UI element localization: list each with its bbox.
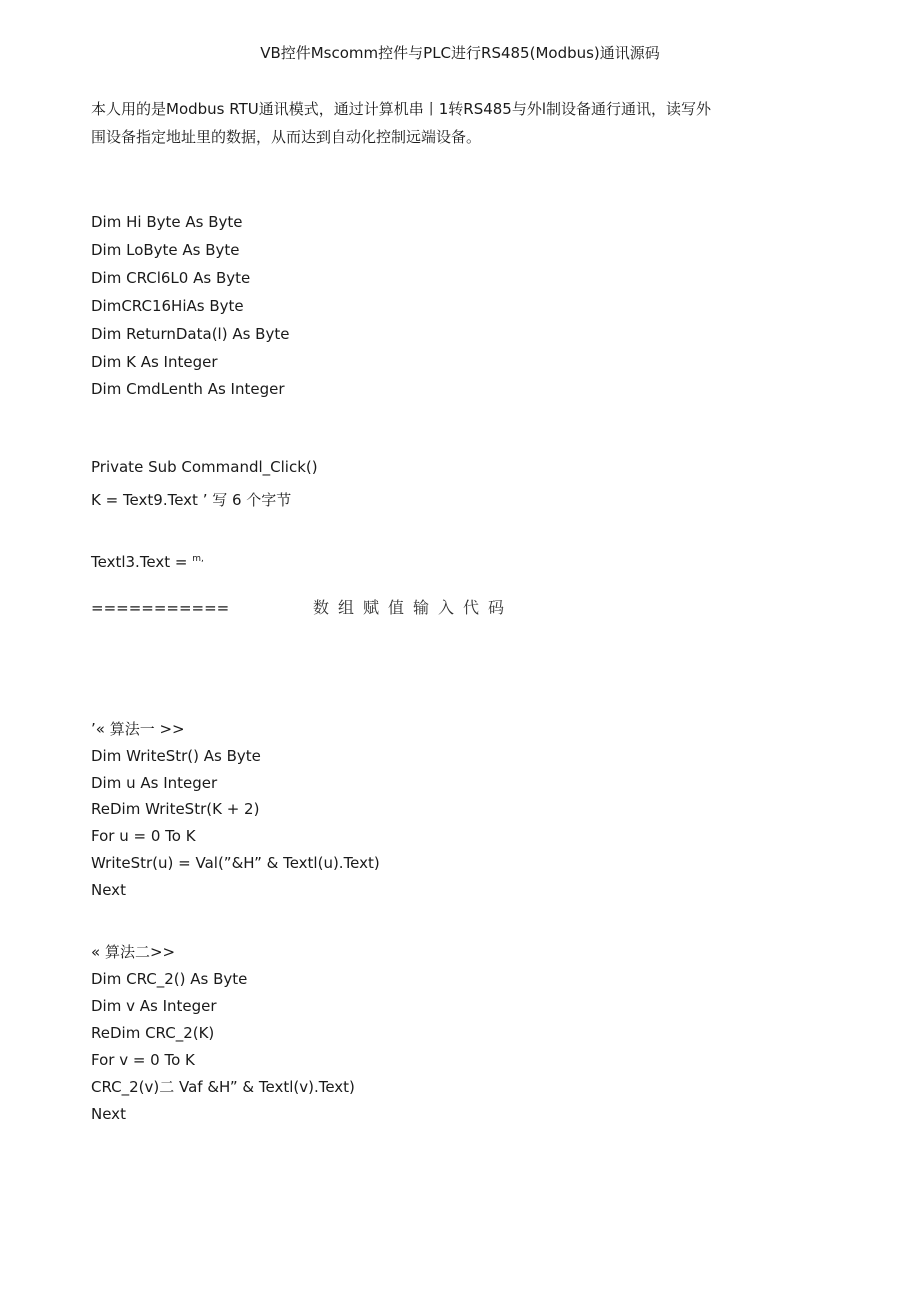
code-line: Textl3.Text = [91,553,193,571]
page-title: VB控件Mscomm控件与PLC进行RS485(Modbus)通讯源码 [260,44,660,62]
code-line: Dim v As Integer [91,997,217,1015]
code-line: Dim CmdLenth As Integer [91,380,285,399]
code-line: Dim WriteStr() As Byte [91,746,261,765]
intro-line: 围设备指定地址里的数据，从而达到自动化控制远端设备。 [91,128,482,146]
algorithm-two-block [91,939,355,1128]
declarations-block [91,209,289,404]
code-line: For u = 0 To K [91,827,196,846]
code-line: For v = 0 To K [91,1051,195,1069]
code-comment: « 算法二>> [91,943,176,961]
separator-equals: =========== [91,599,230,617]
code-superscript: m, [192,554,204,564]
code-line: Next [91,880,126,899]
code-line: Dim CRC_2() As Byte [91,970,248,988]
sub-header-block [91,457,318,510]
code-line: WriteStr(u) = Val(”&H” & Textl(u).Text) [91,853,380,872]
code-line: Next [91,1105,126,1123]
code-line: Private Sub Commandl_Click() [91,458,318,476]
code-line: Dim LoByte As Byte [91,240,240,259]
code-line: CRC_2(v)二 Vaf &H” & Textl(v).Text) [91,1078,355,1096]
code-comment: ’« 算法一 >> [91,720,185,738]
separator-label: 数组赋值输入代码 [313,598,514,617]
code-line: Dim u As Integer [91,773,218,792]
code-line: K = Text9.Text ’ 写 6 个字节 [91,491,292,509]
algorithm-one-block [91,716,380,904]
code-line: Dim Hi Byte As Byte [91,213,243,231]
intro-line: 本人用的是Modbus RTU通讯模式，通过计算机串丨1转RS485与外l制设备通行通讯，读写外 [91,100,712,118]
code-line: ReDim CRC_2(K) [91,1024,215,1042]
code-line: Dim K As Integer [91,352,218,371]
intro-paragraph [91,95,811,151]
section-separator [91,598,513,618]
text3-assignment [91,549,204,572]
code-line: ReDim WriteStr(K + 2) [91,800,260,819]
code-line: Dim ReturnData(l) As Byte [91,324,290,343]
code-line: DimCRC16HiAs Byte [91,296,244,315]
code-line: Dim CRCl6L0 As Byte [91,268,251,287]
